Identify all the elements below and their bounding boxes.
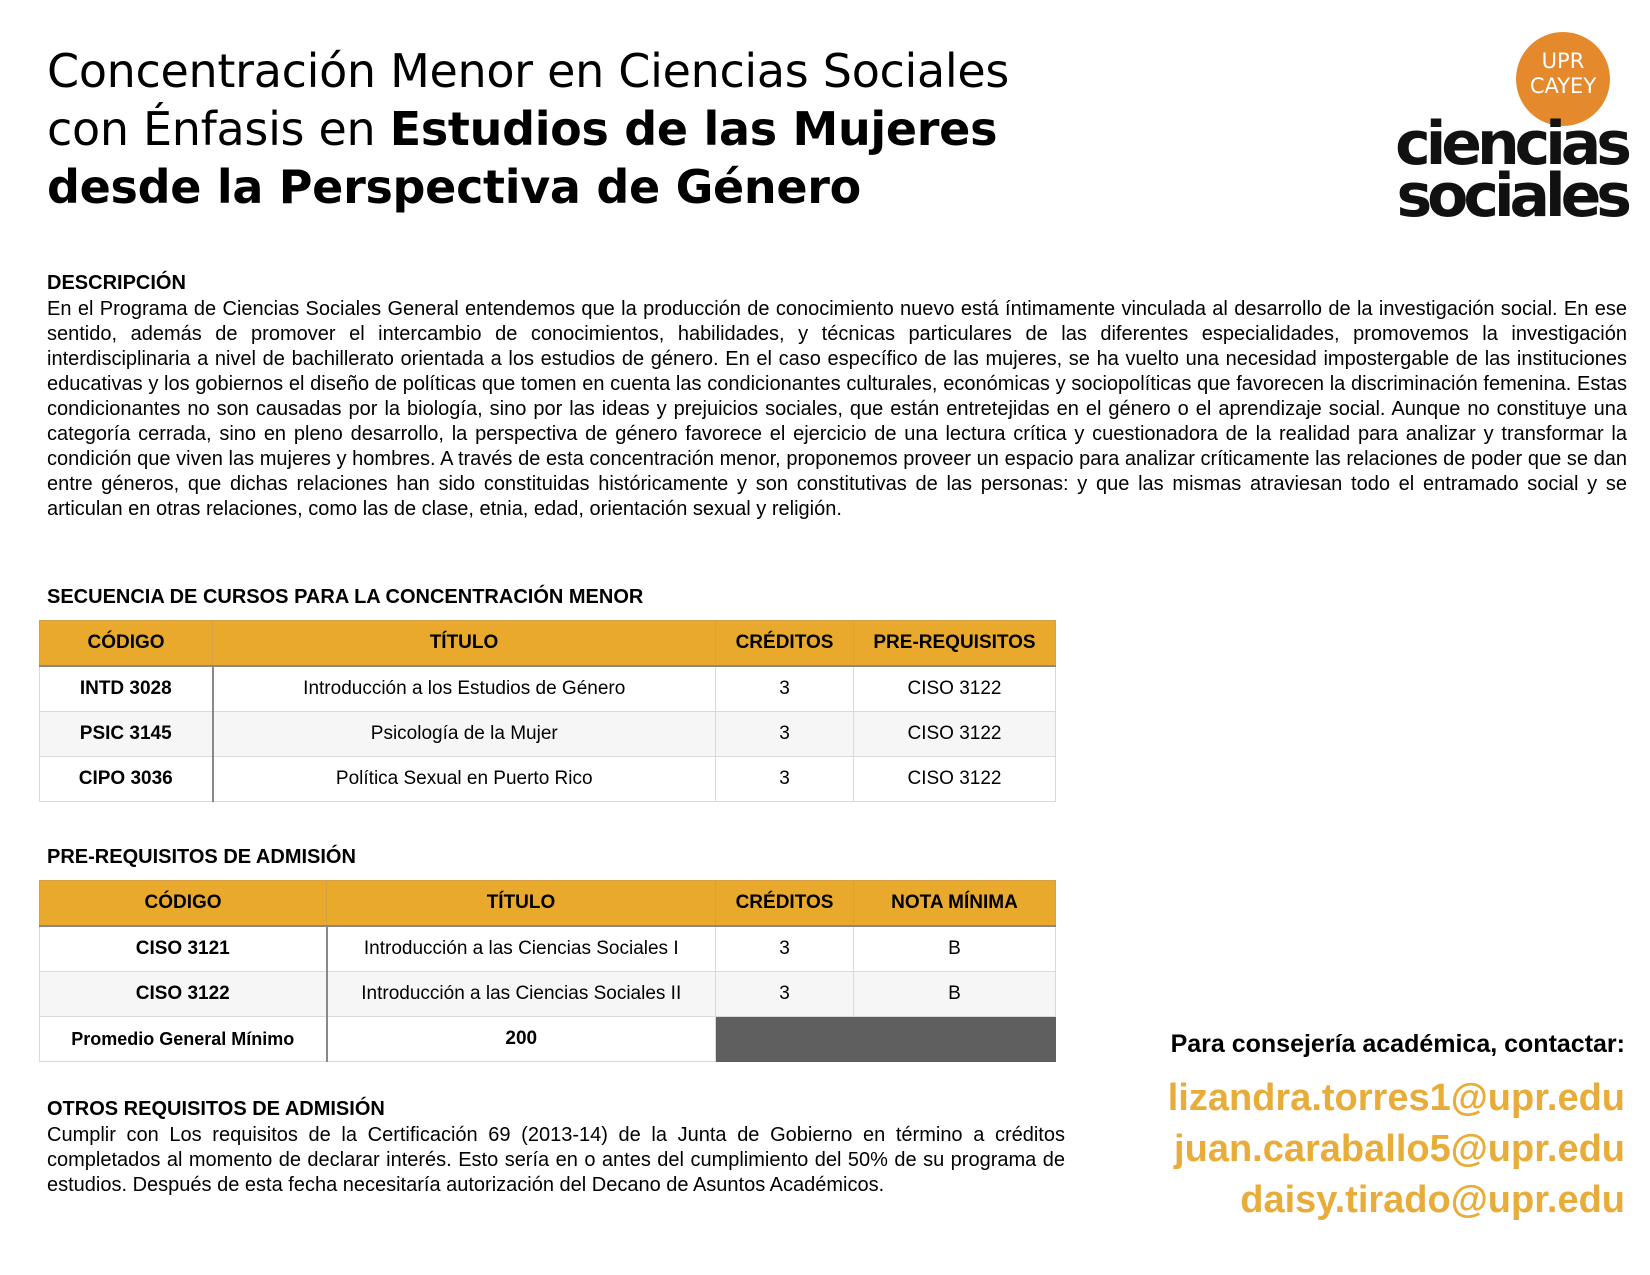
course-code: INTD 3028 (40, 666, 213, 712)
other-requirements-text: Cumplir con Los requisitos de la Certificación 69 (2013-14) de la Junta de Gobierno en término a créditos completados al momento de declarar interés. Esto sería en o antes del cumplimiento del 50% de su programa de estudios. Después de esta fecha necesitaría autorización del Decano de Asuntos Académicos. (47, 1124, 1065, 1196)
title-line-2-bold: Estudios de las Mujeres (389, 102, 998, 156)
col-header-titulo: TÍTULO (213, 621, 716, 667)
contact-block (1168, 1030, 1625, 1226)
course-title: Introducción a los Estudios de Género (213, 666, 716, 712)
contact-label: Para consejería académica, contactar: (1170, 1030, 1625, 1058)
course-code: CISO 3122 (40, 972, 327, 1017)
course-title: Psicología de la Mujer (213, 712, 716, 757)
course-credits: 3 (716, 712, 854, 757)
logo-circle-bottom: CAYEY (1529, 74, 1597, 98)
blank-dark-cell (716, 1017, 1056, 1062)
col-header-creditos: CRÉDITOS (716, 881, 854, 927)
col-header-nota-minima: NOTA MÍNIMA (854, 881, 1056, 927)
course-prereq: CISO 3122 (854, 757, 1056, 802)
table-row (40, 666, 1056, 712)
course-credits: 3 (716, 757, 854, 802)
title-line-2-regular: con Énfasis en (47, 102, 390, 156)
course-credits: 3 (716, 972, 854, 1017)
title-line-1: Concentración Menor en Ciencias Sociales (47, 44, 1010, 98)
col-header-codigo: CÓDIGO (40, 621, 213, 667)
minimum-grade: B (854, 926, 1056, 972)
courses-header-row (40, 621, 1056, 667)
course-code: CIPO 3036 (40, 757, 213, 802)
contact-email-link[interactable]: lizandra.torres1@upr.edu (1167, 1077, 1625, 1119)
logo-word-ciencias: ciencias (1395, 109, 1627, 179)
admission-table (39, 880, 1056, 1062)
gpa-label: Promedio General Mínimo (40, 1017, 327, 1062)
course-title: Introducción a las Ciencias Sociales II (327, 972, 716, 1017)
gpa-value: 200 (327, 1017, 716, 1062)
contact-email-link[interactable]: juan.caraballo5@upr.edu (1174, 1128, 1625, 1170)
course-credits: 3 (716, 666, 854, 712)
courses-heading: SECUENCIA DE CURSOS PARA LA CONCENTRACIÓN MENOR (47, 586, 644, 608)
course-code: CISO 3121 (40, 926, 327, 972)
course-credits: 3 (716, 926, 854, 972)
table-row (40, 972, 1056, 1017)
table-row (40, 712, 1056, 757)
admission-heading: PRE-REQUISITOS DE ADMISIÓN (47, 846, 356, 868)
col-header-prerequisitos: PRE-REQUISITOS (854, 621, 1056, 667)
logo-circle-top: UPR (1541, 49, 1585, 73)
title-line-2 (47, 100, 1197, 158)
col-header-codigo: CÓDIGO (40, 881, 327, 927)
courses-table (39, 620, 1056, 802)
course-title: Introducción a las Ciencias Sociales I (327, 926, 716, 972)
table-row (40, 757, 1056, 802)
description-heading: DESCRIPCIÓN (47, 272, 186, 294)
course-code: PSIC 3145 (40, 712, 213, 757)
course-prereq: CISO 3122 (854, 712, 1056, 757)
contact-email-link[interactable]: daisy.tirado@upr.edu (1240, 1179, 1625, 1221)
logo-word-sociales: sociales (1396, 161, 1627, 231)
table-row (40, 926, 1056, 972)
description-text: En el Programa de Ciencias Sociales General entendemos que la producción de conocimiento nuevo está íntimamente vinculada al desarrollo de la investigación social. En ese sentido, además de promover el intercambio de conocimientos, habilidades, y técnicas particulares de las diferentes especialidades, promovemos la investigación interdisciplinaria a nivel de bachillerato orientada a los estudios de género. En el caso específico de las mujeres, se ha vuelto una necesidad impostergable de las instituciones educativas y los gobiernos el diseño de políticas que tomen en cuenta las condicionantes culturales, económicas y sociopolíticas que favorecen la discriminación femenina. Estas condicionantes no son causadas por la biología, sino por las ideas y prejuicios sociales, que están entretejidas en el género o el aprendizaje social. Aunque no constituye una categoría cerrada, sino en pleno desarrollo, la perspectiva de género favorece el ejercicio de una lectura crítica y cuestionadora de la realidad para analizar y transformar la condición que viven las mujeres y hombres. A través de esta concentración menor, proponemos proveer un espacio para analizar críticamente las relaciones de poder que se dan entre géneros, que dichas relaciones han sido constituidas históricamente y son constitutivas de las personas: y que las mismas atraviesan todo el entramado social y se articulan en otras relaciones, como las de clase, etnia, edad, orientación sexual y religión. (47, 298, 1627, 520)
title-line-3: desde la Perspectiva de Género (47, 160, 861, 214)
course-prereq: CISO 3122 (854, 666, 1056, 712)
ciencias-sociales-logo (1395, 28, 1635, 231)
col-header-creditos: CRÉDITOS (716, 621, 854, 667)
table-row (40, 1017, 1056, 1062)
minimum-grade: B (854, 972, 1056, 1017)
course-title: Política Sexual en Puerto Rico (213, 757, 716, 802)
admission-header-row (40, 881, 1056, 927)
col-header-titulo: TÍTULO (327, 881, 716, 927)
page-title (47, 42, 1197, 216)
other-requirements-heading: OTROS REQUISITOS DE ADMISIÓN (47, 1098, 385, 1120)
